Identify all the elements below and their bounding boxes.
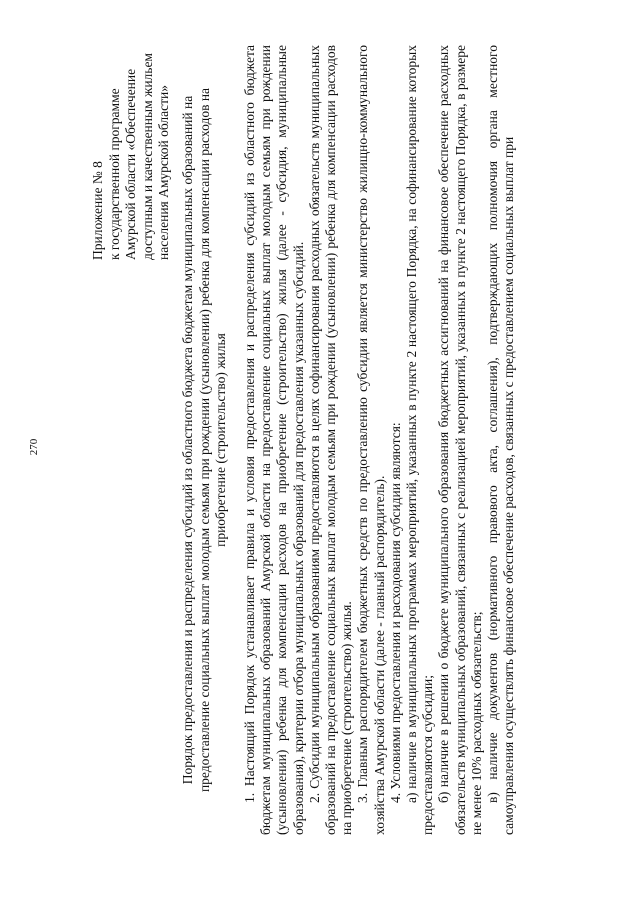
- appendix-line: Приложение № 8: [90, 161, 105, 260]
- title-line: Порядок предоставления и распределения субсидий из областного бюджета бюджетам муниципальных образований на: [180, 95, 195, 785]
- appendix-line: населения Амурской области»: [156, 84, 171, 260]
- title-line: предоставление социальных выплат молодым семьям при рождении (усыновлении) ребенка для компенсации расходов на: [196, 87, 212, 793]
- document-body: [242, 45, 517, 835]
- document-title: [180, 40, 230, 840]
- appendix-line: Амурской области «Обеспечение: [123, 68, 138, 260]
- rotated-page-content: [30, 10, 590, 870]
- paragraph-4a: а) наличие в муниципальных программах мероприятий, указанных в пункте 2 настоящего Порядка, на софинансирование которых предоставляются субсидии;: [404, 45, 436, 835]
- appendix-line: к государственной программе: [106, 88, 122, 260]
- paragraph-4: 4. Условиями предоставления и расходования субсидии являются:: [387, 422, 403, 803]
- paragraph-2: 2. Субсидии муниципальным образованиям предоставляются в целях софинансирования расходных обязательств муниципальных образований на предоставление социальных выплат молодым семьям при рождении (усыновлении) ребенка для компенсации расходов на приобретение (строительство) жилья.: [306, 45, 355, 835]
- paragraph-4c: в) наличие документов (нормативного правового акта, соглашения), подтверждающих полномочия органа местного самоуправления осуществлять финансовое обеспечение расходов, связанных с предоставлением социальных выплат при: [485, 45, 517, 835]
- title-line: приобретение (строительство) жилья: [213, 333, 228, 547]
- page-number: 270: [28, 438, 40, 456]
- paragraph-3: 3. Главным распорядителем бюджетных средств по предоставлению субсидии является министерство жилищно-коммунального хозяйства Амурской области (далее - главный распорядитель).: [355, 45, 387, 835]
- paragraph-4b: б) наличие в решении о бюджете муниципального образования бюджетных ассигнований на финансовое обеспечение расходных обязательств муниципальных образований, связанных с реализацией мероприятий, указанных в пункте 2 настоящего Порядка, в размере не менее 10% расходных обязательств;: [436, 45, 484, 835]
- appendix-header: [90, 30, 173, 260]
- appendix-line: доступным и качественным жильем: [139, 53, 155, 260]
- paragraph-1: 1. Настоящий Порядок устанавливает правила и условия предоставления и распределения субсидий из областного бюджета бюджетам муниципальных образований Амурской области на предоставление социальных выплат молодым семьям при рождении (усыновлении) ребенка для компенсации расходов на приобретение (строительство) жилья (далее - субсидия, муниципальные образования), критерии отбора муниципальных образований для предоставления указанных субсидий.: [242, 45, 306, 835]
